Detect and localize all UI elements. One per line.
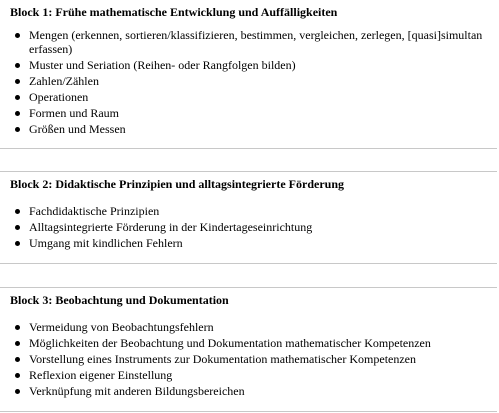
block-3-title: Block 3: Beobachtung und Dokumentation	[10, 293, 229, 307]
list-item	[0, 74, 497, 88]
list-item	[0, 28, 497, 56]
list-item-text: Muster und Seriation (Reihen- oder Rangfolgen bilden)	[29, 58, 296, 72]
list-item	[0, 352, 497, 366]
bullet-icon	[15, 389, 20, 394]
bullet-icon	[15, 95, 20, 100]
list-item-text: Verknüpfung mit anderen Bildungsbereichen	[29, 384, 245, 398]
bullet-icon	[15, 127, 20, 132]
bullet-icon	[15, 79, 20, 84]
list-item	[0, 368, 497, 382]
block-2	[0, 172, 497, 263]
spacer	[0, 149, 497, 171]
list-item	[0, 58, 497, 72]
bullet-icon	[15, 111, 20, 116]
list-item-text: Möglichkeiten der Beobachtung und Dokumentation mathematischer Kompetenzen	[29, 336, 431, 350]
list-item-text: Größen und Messen	[29, 122, 126, 136]
block-3	[0, 288, 497, 412]
list-item-text: Umgang mit kindlichen Fehlern	[29, 236, 183, 250]
block-2-title: Block 2: Didaktische Prinzipien und alltagsintegrierte Förderung	[10, 177, 344, 191]
list-item	[0, 384, 497, 398]
block-1-title: Block 1: Frühe mathematische Entwicklung und Auffälligkeiten	[10, 5, 338, 19]
list-item-text: Mengen (erkennen, sortieren/klassifizieren, bestimmen, vergleichen, zerlegen, [quasi]simultan erfassen)	[29, 28, 483, 56]
list-item-text: Formen und Raum	[29, 106, 119, 120]
block-3-list	[0, 320, 497, 400]
bullet-icon	[15, 33, 20, 38]
list-item	[0, 90, 497, 104]
divider	[0, 411, 497, 412]
bullet-icon	[15, 357, 20, 362]
list-item	[0, 204, 497, 218]
bullet-icon	[15, 209, 20, 214]
block-2-list	[0, 204, 497, 252]
list-item-text: Alltagsintegrierte Förderung in der Kindertageseinrichtung	[29, 220, 313, 234]
block-1	[0, 0, 497, 148]
list-item	[0, 106, 497, 120]
bullet-icon	[15, 325, 20, 330]
list-item	[0, 236, 497, 250]
bullet-icon	[15, 241, 20, 246]
bullet-icon	[15, 373, 20, 378]
list-item	[0, 122, 497, 136]
spacer	[0, 264, 497, 287]
bullet-icon	[15, 225, 20, 230]
list-item-text: Zahlen/Zählen	[29, 74, 99, 88]
list-item-text: Vermeidung von Beobachtungsfehlern	[29, 320, 214, 334]
list-item	[0, 220, 497, 234]
list-item-text: Fachdidaktische Prinzipien	[29, 204, 160, 218]
block-1-list	[0, 28, 497, 138]
list-item-text: Operationen	[29, 90, 89, 104]
bullet-icon	[15, 63, 20, 68]
list-item-text: Vorstellung eines Instruments zur Dokumentation mathematischer Kompetenzen	[29, 352, 417, 366]
bullet-icon	[15, 341, 20, 346]
list-item	[0, 320, 497, 334]
list-item	[0, 336, 497, 350]
list-item-text: Reflexion eigener Einstellung	[29, 368, 173, 382]
